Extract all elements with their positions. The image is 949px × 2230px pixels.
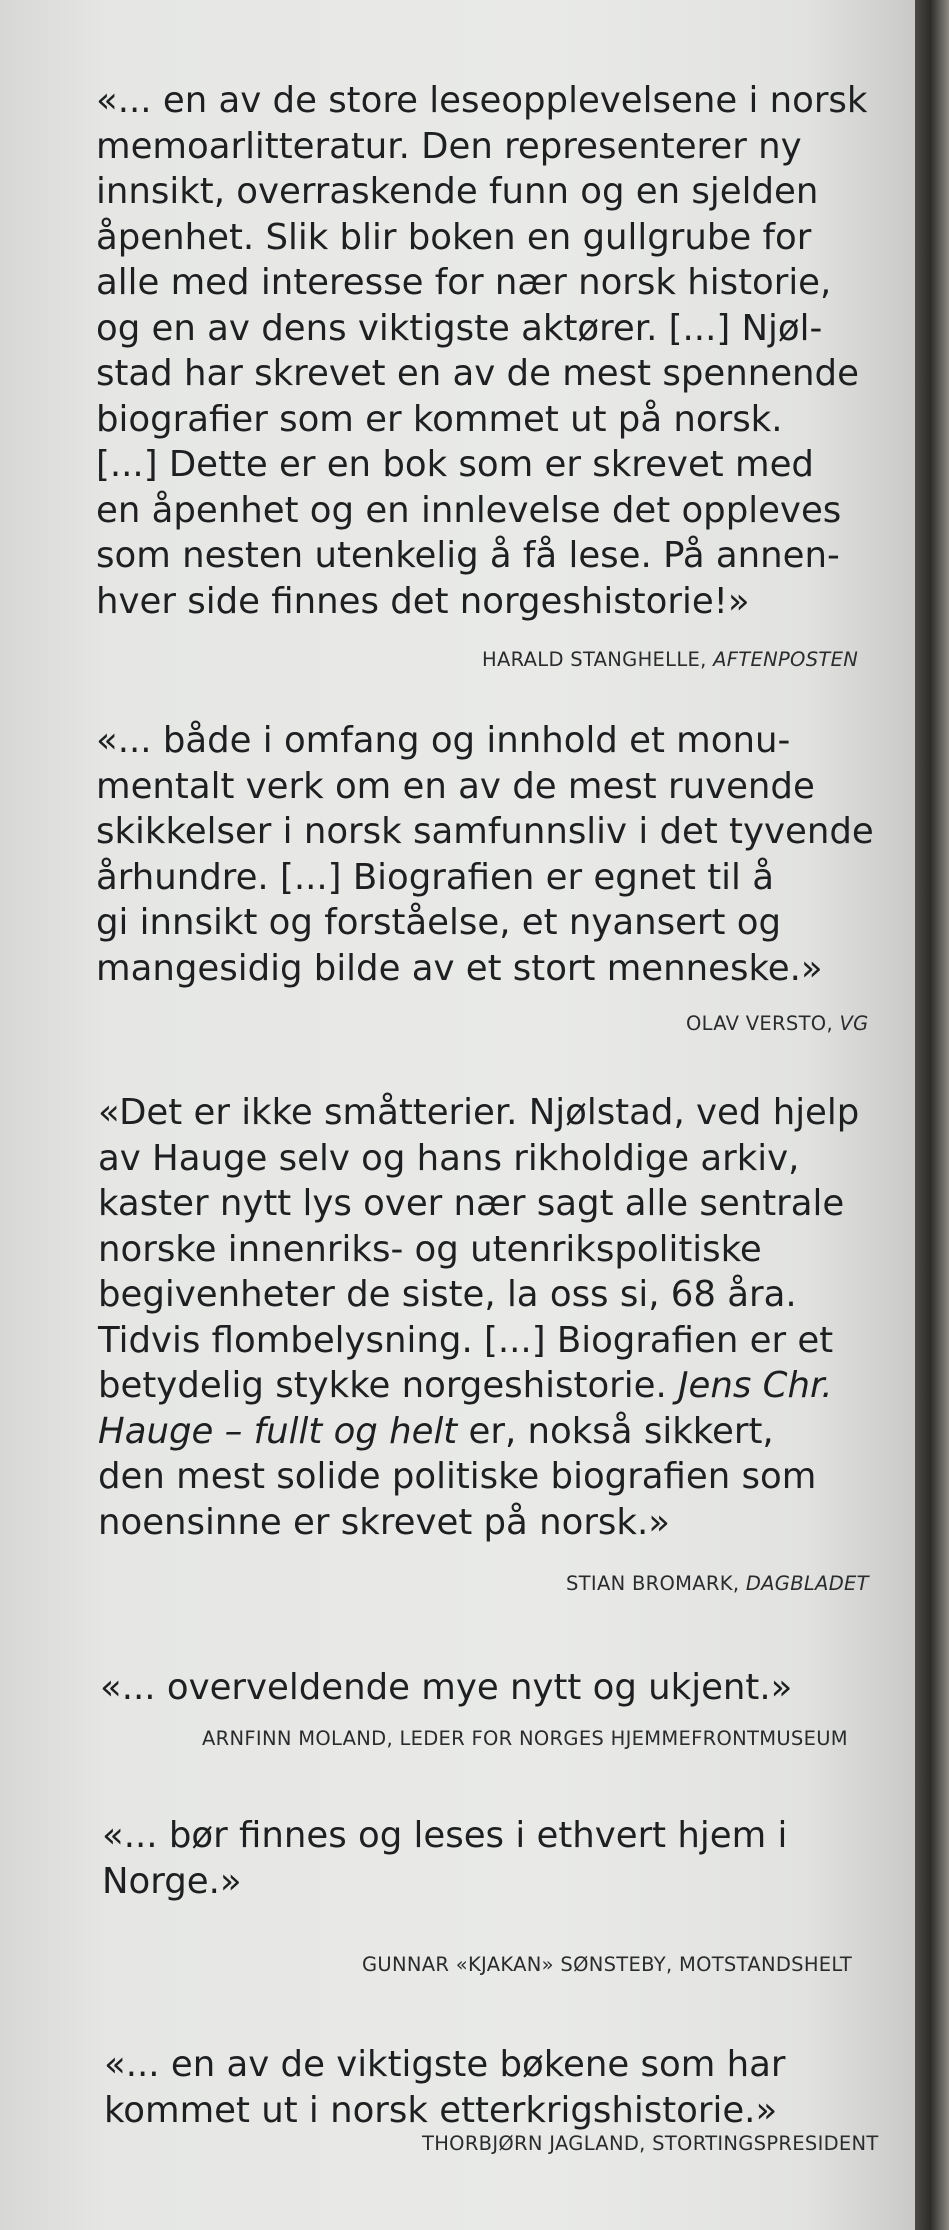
quote-line: [...] Dette er en bok som er skrevet med	[96, 444, 814, 485]
publication-name: VG	[839, 1012, 869, 1035]
quote-line: «... bør finnes og leses i ethvert hjem i	[102, 1815, 788, 1856]
review-attribution-2	[686, 1012, 869, 1036]
quote-line	[98, 1409, 859, 1455]
quote-text: er, nokså sikkert,	[457, 1410, 774, 1452]
reviewer-name: GUNNAR «KJAKAN» SØNSTEBY, MOTSTANDSHELT	[362, 1953, 853, 1976]
quote-line: kommet ut i norsk etterkrigshistorie.»	[104, 2089, 778, 2131]
quote-line: mentalt verk om en av de mest ruvende	[96, 765, 815, 807]
quote-line: skikkelser i norsk samfunnsliv i det tyvende	[96, 811, 874, 852]
review-attribution-3	[566, 1572, 869, 1596]
quote-line: begivenheter de siste, la oss si, 68 åra.	[98, 1274, 797, 1315]
quote-line: mangesidig bilde av et stort menneske.»	[96, 947, 823, 989]
quote-line: en åpenhet og en innlevelse det oppleves	[96, 489, 842, 531]
review-attribution-6	[422, 2132, 879, 2156]
quote-line: århundre. [...] Biografien er egnet til å	[96, 856, 774, 898]
quote-line: norske innenriks- og utenrikspolitiske	[98, 1228, 762, 1270]
review-quote-2	[96, 718, 874, 991]
quote-line: Tidvis flombelysning. [...] Biografien er et	[98, 1319, 834, 1361]
quote-line: memoarlitteratur. Den representerer ny	[96, 125, 802, 167]
quote-line: som nesten utenkelig å få lese. På annen-	[96, 535, 840, 576]
quote-line: hver side finnes det norgeshistorie!»	[96, 580, 750, 622]
quote-line: og en av dens viktigste aktører. [...] Njøl-	[96, 307, 823, 349]
quote-line: gi innsikt og forståelse, et nyansert og	[96, 902, 781, 943]
review-quote-6	[104, 2042, 785, 2133]
quote-line: noensinne er skrevet på norsk.»	[98, 1501, 670, 1543]
review-attribution-4	[202, 1727, 848, 1751]
reviewer-name: THORBJØRN JAGLAND, STORTINGSPRESIDENT	[422, 2132, 879, 2155]
publication-name: DAGBLADET	[745, 1572, 869, 1595]
quote-line: Norge.»	[102, 1860, 242, 1902]
review-quote-3	[98, 1090, 859, 1545]
quote-line: «... en av de store leseopplevelsene i norsk	[96, 80, 868, 121]
review-attribution-5	[362, 1953, 852, 1977]
quote-text	[667, 1365, 678, 1406]
quote-line: «Det er ikke småtterier. Njølstad, ved hjelp	[98, 1092, 860, 1133]
quote-line: «... en av de viktigste bøkene som har	[104, 2044, 786, 2085]
reviewer-name: STIAN BROMARK,	[566, 1572, 740, 1595]
quote-text: betydelig stykke norgeshistorie.	[98, 1365, 667, 1406]
book-title: Hauge – fullt og helt	[98, 1410, 458, 1452]
reviewer-name: ARNFINN MOLAND, LEDER FOR NORGES HJEMMEFRONTMUSEUM	[202, 1727, 848, 1750]
quote-line: innsikt, overraskende funn og en sjelden	[96, 171, 819, 212]
review-quote-4	[100, 1665, 792, 1711]
quote-line: «... både i omfang og innhold et monu-	[96, 720, 791, 761]
review-quote-5	[102, 1813, 787, 1904]
publication-name: AFTENPOSTEN	[713, 648, 859, 671]
quote-line: av Hauge selv og hans rikholdige arkiv,	[98, 1137, 800, 1179]
quote-line	[98, 1363, 859, 1409]
book-title: Jens Chr.	[678, 1365, 833, 1406]
quote-line: kaster nytt lys over nær sagt alle sentrale	[98, 1183, 845, 1224]
book-spine-shadow	[915, 0, 949, 2230]
reviewer-name: HARALD STANGHELLE,	[482, 648, 707, 671]
reviewer-name: OLAV VERSTO,	[686, 1012, 833, 1035]
quote-line: «... overveldende mye nytt og ukjent.»	[100, 1667, 793, 1708]
quote-line: stad har skrevet en av de mest spennende	[96, 353, 859, 394]
quote-line: biografier som er kommet ut på norsk.	[96, 398, 783, 440]
quote-line: alle med interesse for nær norsk historie,	[96, 262, 832, 303]
review-quote-1	[96, 78, 867, 624]
quote-line: den mest solide politiske biografien som	[98, 1456, 817, 1497]
quote-line: åpenhet. Slik blir boken en gullgrube for	[96, 216, 812, 258]
review-attribution-1	[482, 648, 858, 672]
